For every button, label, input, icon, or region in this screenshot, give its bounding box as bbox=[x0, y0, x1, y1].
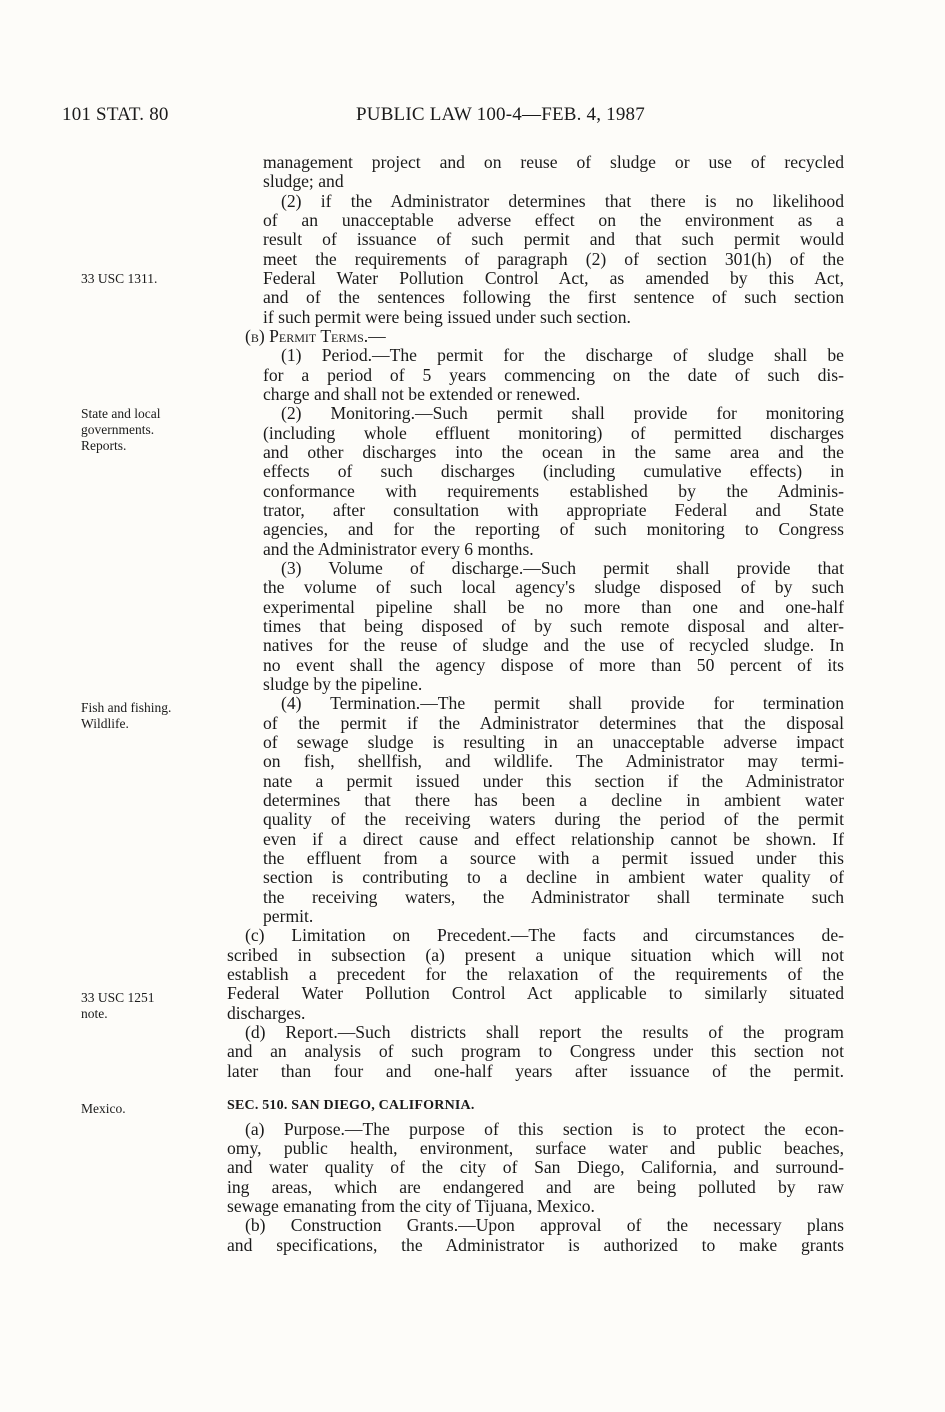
text-line: establish a precedent for the relaxation of the requirements of the bbox=[227, 964, 844, 984]
margin-note: 33 USC 1251 bbox=[81, 990, 155, 1005]
text-line: (including whole effluent monitoring) of permitted discharges bbox=[263, 423, 844, 443]
text-line: (2) Monitoring.—Such permit shall provide for monitoring bbox=[281, 403, 844, 423]
text-line: result of issuance of such permit and that such permit would bbox=[263, 229, 844, 249]
text-line: scribed in subsection (a) present a unique situation which will not bbox=[227, 945, 844, 965]
text-line: sludge by the pipeline. bbox=[263, 674, 423, 694]
text-line: and specifications, the Administrator is authorized to make grants bbox=[227, 1235, 844, 1255]
text-line: of the permit if the Administrator determines that the disposal bbox=[263, 713, 844, 733]
text-line: (1) Period.—The permit for the discharge of sludge shall be bbox=[281, 345, 844, 365]
text-line: quality of the receiving waters during the period of the permit bbox=[263, 809, 844, 829]
text-line: (4) Termination.—The permit shall provide for termination bbox=[281, 693, 844, 713]
text-line: the effluent from a source with a permit issued under this bbox=[263, 848, 844, 868]
text-line: sewage emanating from the city of Tijuana, Mexico. bbox=[227, 1196, 595, 1216]
text-line: permit. bbox=[263, 906, 314, 926]
text-line: omy, public health, environment, surface water and public beaches, bbox=[227, 1138, 844, 1158]
text-line: on fish, shellfish, and wildlife. The Administrator may termi- bbox=[263, 751, 844, 771]
text-line: of an unacceptable adverse effect on the environment as a bbox=[263, 210, 844, 230]
text-line: agencies, and for the reporting of such monitoring to Congress bbox=[263, 519, 844, 539]
margin-note: governments. bbox=[81, 422, 155, 437]
text-line: of sewage sludge is resulting in an unacceptable adverse impact bbox=[263, 732, 844, 752]
text-line: (c) Limitation on Precedent.—The facts and circumstances de- bbox=[245, 925, 844, 945]
text-line: (3) Volume of discharge.—Such permit shall provide that bbox=[281, 558, 844, 578]
text-line: Federal Water Pollution Control Act applicable to similarly situated bbox=[227, 983, 844, 1003]
section-heading: SEC. 510. SAN DIEGO, CALIFORNIA. bbox=[227, 1098, 475, 1113]
text-line: the volume of such local agency's sludge disposed of by such bbox=[263, 577, 844, 597]
text-line: natives for the reuse of sludge and the use of recycled sludge. In bbox=[263, 635, 844, 655]
margin-note: Reports. bbox=[81, 438, 127, 453]
text-line: trator, after consultation with appropriate Federal and State bbox=[263, 500, 844, 520]
text-line: effects of such discharges (including cumulative effects) in bbox=[263, 461, 844, 481]
text-line: and the Administrator every 6 months. bbox=[263, 539, 534, 559]
text-line: determines that there has been a decline in ambient water bbox=[263, 790, 844, 810]
text-line: (2) if the Administrator determines that there is no likelihood bbox=[281, 191, 844, 211]
text-line: times that being disposed of by such remote disposal and alter- bbox=[263, 616, 844, 636]
text-line: nate a permit issued under this section if the Administrator bbox=[263, 771, 844, 791]
margin-note: Fish and fishing. bbox=[81, 700, 172, 715]
text-line: charge and shall not be extended or renewed. bbox=[263, 384, 581, 404]
text-line: if such permit were being issued under such section. bbox=[263, 307, 631, 327]
text-line: conformance with requirements established by the Adminis- bbox=[263, 481, 844, 501]
subsection-heading: (b) Permit Terms.— bbox=[245, 326, 386, 346]
margin-note: Mexico. bbox=[81, 1101, 126, 1116]
text-line: and of the sentences following the first sentence of such section bbox=[263, 287, 844, 307]
text-line: even if a direct cause and effect relationship cannot be shown. If bbox=[263, 829, 844, 849]
text-line: and other discharges into the ocean in the same area and the bbox=[263, 442, 844, 462]
text-line: for a period of 5 years commencing on the date of such dis- bbox=[263, 365, 844, 385]
text-line: and water quality of the city of San Diego, California, and surround- bbox=[227, 1157, 844, 1177]
text-line: the receiving waters, the Administrator shall terminate such bbox=[263, 887, 844, 907]
text-line: section is contributing to a decline in ambient water quality of bbox=[263, 867, 844, 887]
text-line: ing areas, which are endangered and are being polluted by raw bbox=[227, 1177, 844, 1197]
text-line: and an analysis of such program to Congress under this section not bbox=[227, 1041, 844, 1061]
text-line: (a) Purpose.—The purpose of this section is to protect the econ- bbox=[245, 1119, 844, 1139]
page-stat-number: 101 STAT. 80 bbox=[62, 104, 169, 125]
text-line: experimental pipeline shall be no more than one and one-half bbox=[263, 597, 844, 617]
margin-note: State and local bbox=[81, 406, 161, 421]
text-line: (d) Report.—Such districts shall report the results of the program bbox=[245, 1022, 844, 1042]
margin-note: 33 USC 1311. bbox=[81, 271, 158, 286]
margin-note: note. bbox=[81, 1006, 108, 1021]
text-line: management project and on reuse of sludge or use of recycled bbox=[263, 152, 844, 172]
text-line: Federal Water Pollution Control Act, as amended by this Act, bbox=[263, 268, 844, 288]
text-line: (b) Construction Grants.—Upon approval of the necessary plans bbox=[245, 1215, 844, 1235]
text-line: no event shall the agency dispose of more than 50 percent of its bbox=[263, 655, 844, 675]
text-line: meet the requirements of paragraph (2) of section 301(h) of the bbox=[263, 249, 844, 269]
margin-note: Wildlife. bbox=[81, 716, 129, 731]
page-title: PUBLIC LAW 100-4—FEB. 4, 1987 bbox=[356, 104, 645, 125]
text-line: later than four and one-half years after issuance of the permit. bbox=[227, 1061, 844, 1081]
text-line: discharges. bbox=[227, 1003, 306, 1023]
text-line: sludge; and bbox=[263, 171, 344, 191]
